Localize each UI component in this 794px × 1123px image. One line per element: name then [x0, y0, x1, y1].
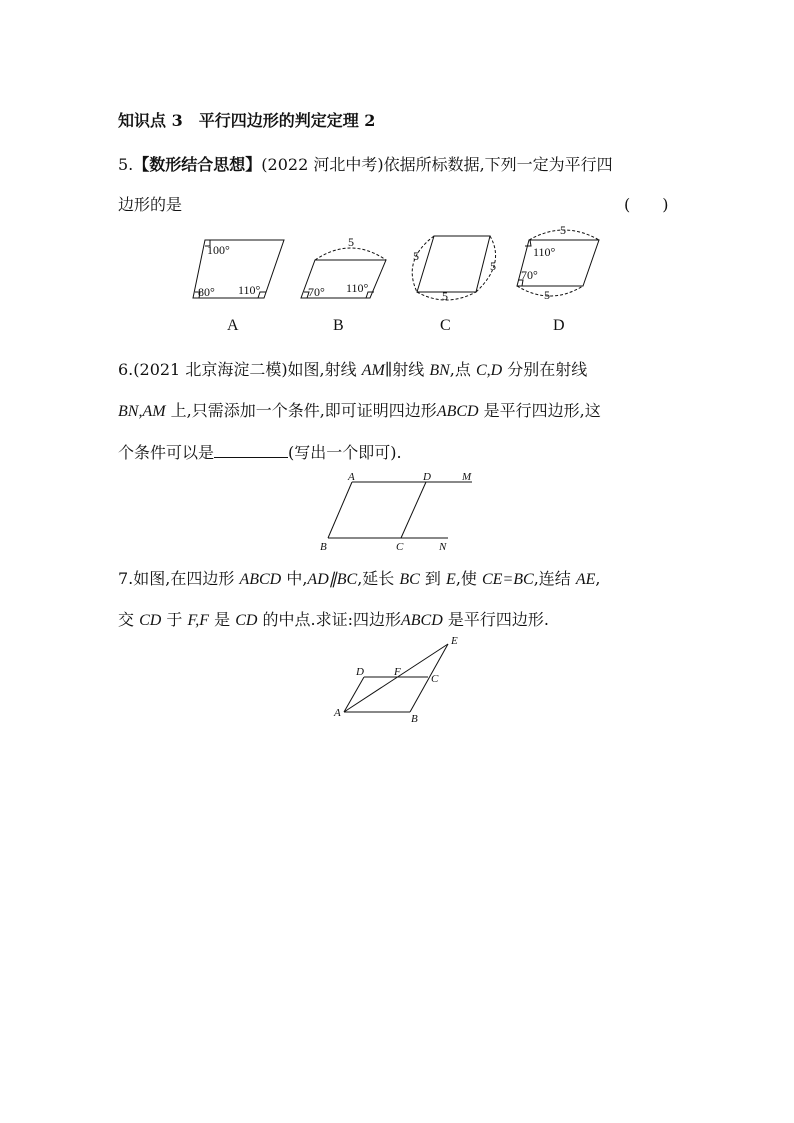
question-5-line-1 [118, 152, 613, 175]
answer-bracket: ( ) [624, 195, 669, 214]
math-text: AD∥BC [307, 571, 358, 588]
question-text: 边形的是 [118, 195, 183, 214]
angle-label: 110° [533, 245, 556, 259]
question-source: (2022 河北中考) [261, 155, 384, 174]
angle-label: 70° [308, 285, 325, 299]
math-text: CE=BC [482, 571, 534, 588]
option-label-a: A [227, 317, 239, 334]
question-text: 到 [419, 569, 447, 588]
question-7-line-1 [118, 566, 601, 589]
math-text: F,F [187, 612, 209, 629]
segment-ab [328, 482, 352, 538]
angle-label: 100° [207, 243, 230, 257]
q6-figure [312, 470, 482, 554]
segment-da [344, 677, 364, 712]
answer-blank[interactable] [214, 443, 288, 458]
question-text: ,使 [455, 569, 482, 588]
point-label: E [451, 635, 458, 647]
length-label: 5 [544, 288, 550, 302]
question-text: 是平行四边形,这 [478, 401, 601, 420]
q7-figure [330, 632, 470, 724]
question-6-line-3 [118, 440, 402, 463]
question-text: , [595, 569, 601, 588]
length-label: 5 [348, 235, 354, 249]
math-text: CD [139, 612, 162, 629]
question-7-line-2 [118, 607, 549, 630]
question-text: (写出一个即可). [288, 443, 402, 462]
question-text: ,点 [449, 360, 476, 379]
question-text: 是 [209, 610, 236, 629]
question-6-line-1 [118, 357, 587, 380]
option-label-c: C [440, 317, 451, 334]
length-label: 5 [490, 259, 496, 273]
math-text: ABCD [436, 403, 479, 420]
question-text: 分别在射线 [502, 360, 588, 379]
question-text: 依据所标数据,下列一定为平行四 [383, 155, 613, 174]
section-title: 知识点 3 平行四边形的判定定理 2 [118, 111, 376, 130]
math-text: ABCD [401, 612, 443, 629]
point-label: B [320, 541, 327, 553]
question-6-line-2 [118, 398, 601, 421]
question-text: 的中点.求证:四边形 [257, 610, 401, 629]
point-label: C [431, 673, 439, 685]
math-text: BN [429, 362, 450, 379]
question-text: ,延长 [357, 569, 400, 588]
question-text: 个条件可以是 [118, 443, 215, 462]
option-label-b: B [333, 317, 344, 334]
point-label: F [394, 666, 401, 678]
point-label: D [356, 666, 364, 678]
math-text: BN,AM [118, 403, 166, 420]
question-text: 6.(2021 北京海淀二模)如图,射线 [118, 360, 362, 379]
option-label-d: D [553, 317, 565, 334]
math-text: CD [235, 612, 258, 629]
question-text: 交 [118, 610, 140, 629]
math-text: AE [575, 571, 596, 588]
math-text: AM [361, 362, 385, 379]
segment-be [410, 644, 448, 712]
question-text: ,连结 [533, 569, 576, 588]
question-tag: 【数形结合思想】 [133, 155, 262, 174]
question-text: 是平行四边形. [442, 610, 549, 629]
question-text: 中, [281, 569, 308, 588]
angle-label: 70° [521, 268, 538, 282]
length-label: 5 [413, 249, 419, 263]
point-label: N [439, 541, 447, 553]
question-text: 于 [161, 610, 188, 629]
math-text: ABCD [239, 571, 282, 588]
point-label: A [348, 471, 355, 483]
question-text: ∥射线 [384, 360, 430, 379]
length-label: 5 [442, 289, 448, 303]
q5-option-figures [180, 222, 620, 338]
quadrilateral-c [417, 236, 490, 292]
question-text: 上,只需添加一个条件,即可证明四边形 [165, 401, 437, 420]
length-label: 5 [560, 223, 566, 237]
point-label: A [334, 707, 341, 719]
point-label: C [396, 541, 404, 553]
question-number: 5. [118, 155, 134, 174]
math-text: BC [399, 571, 420, 588]
angle-label: 80° [198, 285, 215, 299]
angle-label: 110° [238, 283, 261, 297]
point-label: B [411, 713, 418, 724]
math-text: E [446, 571, 456, 588]
segment-dc [401, 482, 426, 538]
point-label: D [423, 471, 431, 483]
question-text: 7.如图,在四边形 [118, 569, 240, 588]
point-label: M [462, 471, 472, 483]
question-5-line-2 [118, 192, 182, 215]
angle-label: 110° [346, 281, 369, 295]
math-text: C,D [475, 362, 503, 379]
